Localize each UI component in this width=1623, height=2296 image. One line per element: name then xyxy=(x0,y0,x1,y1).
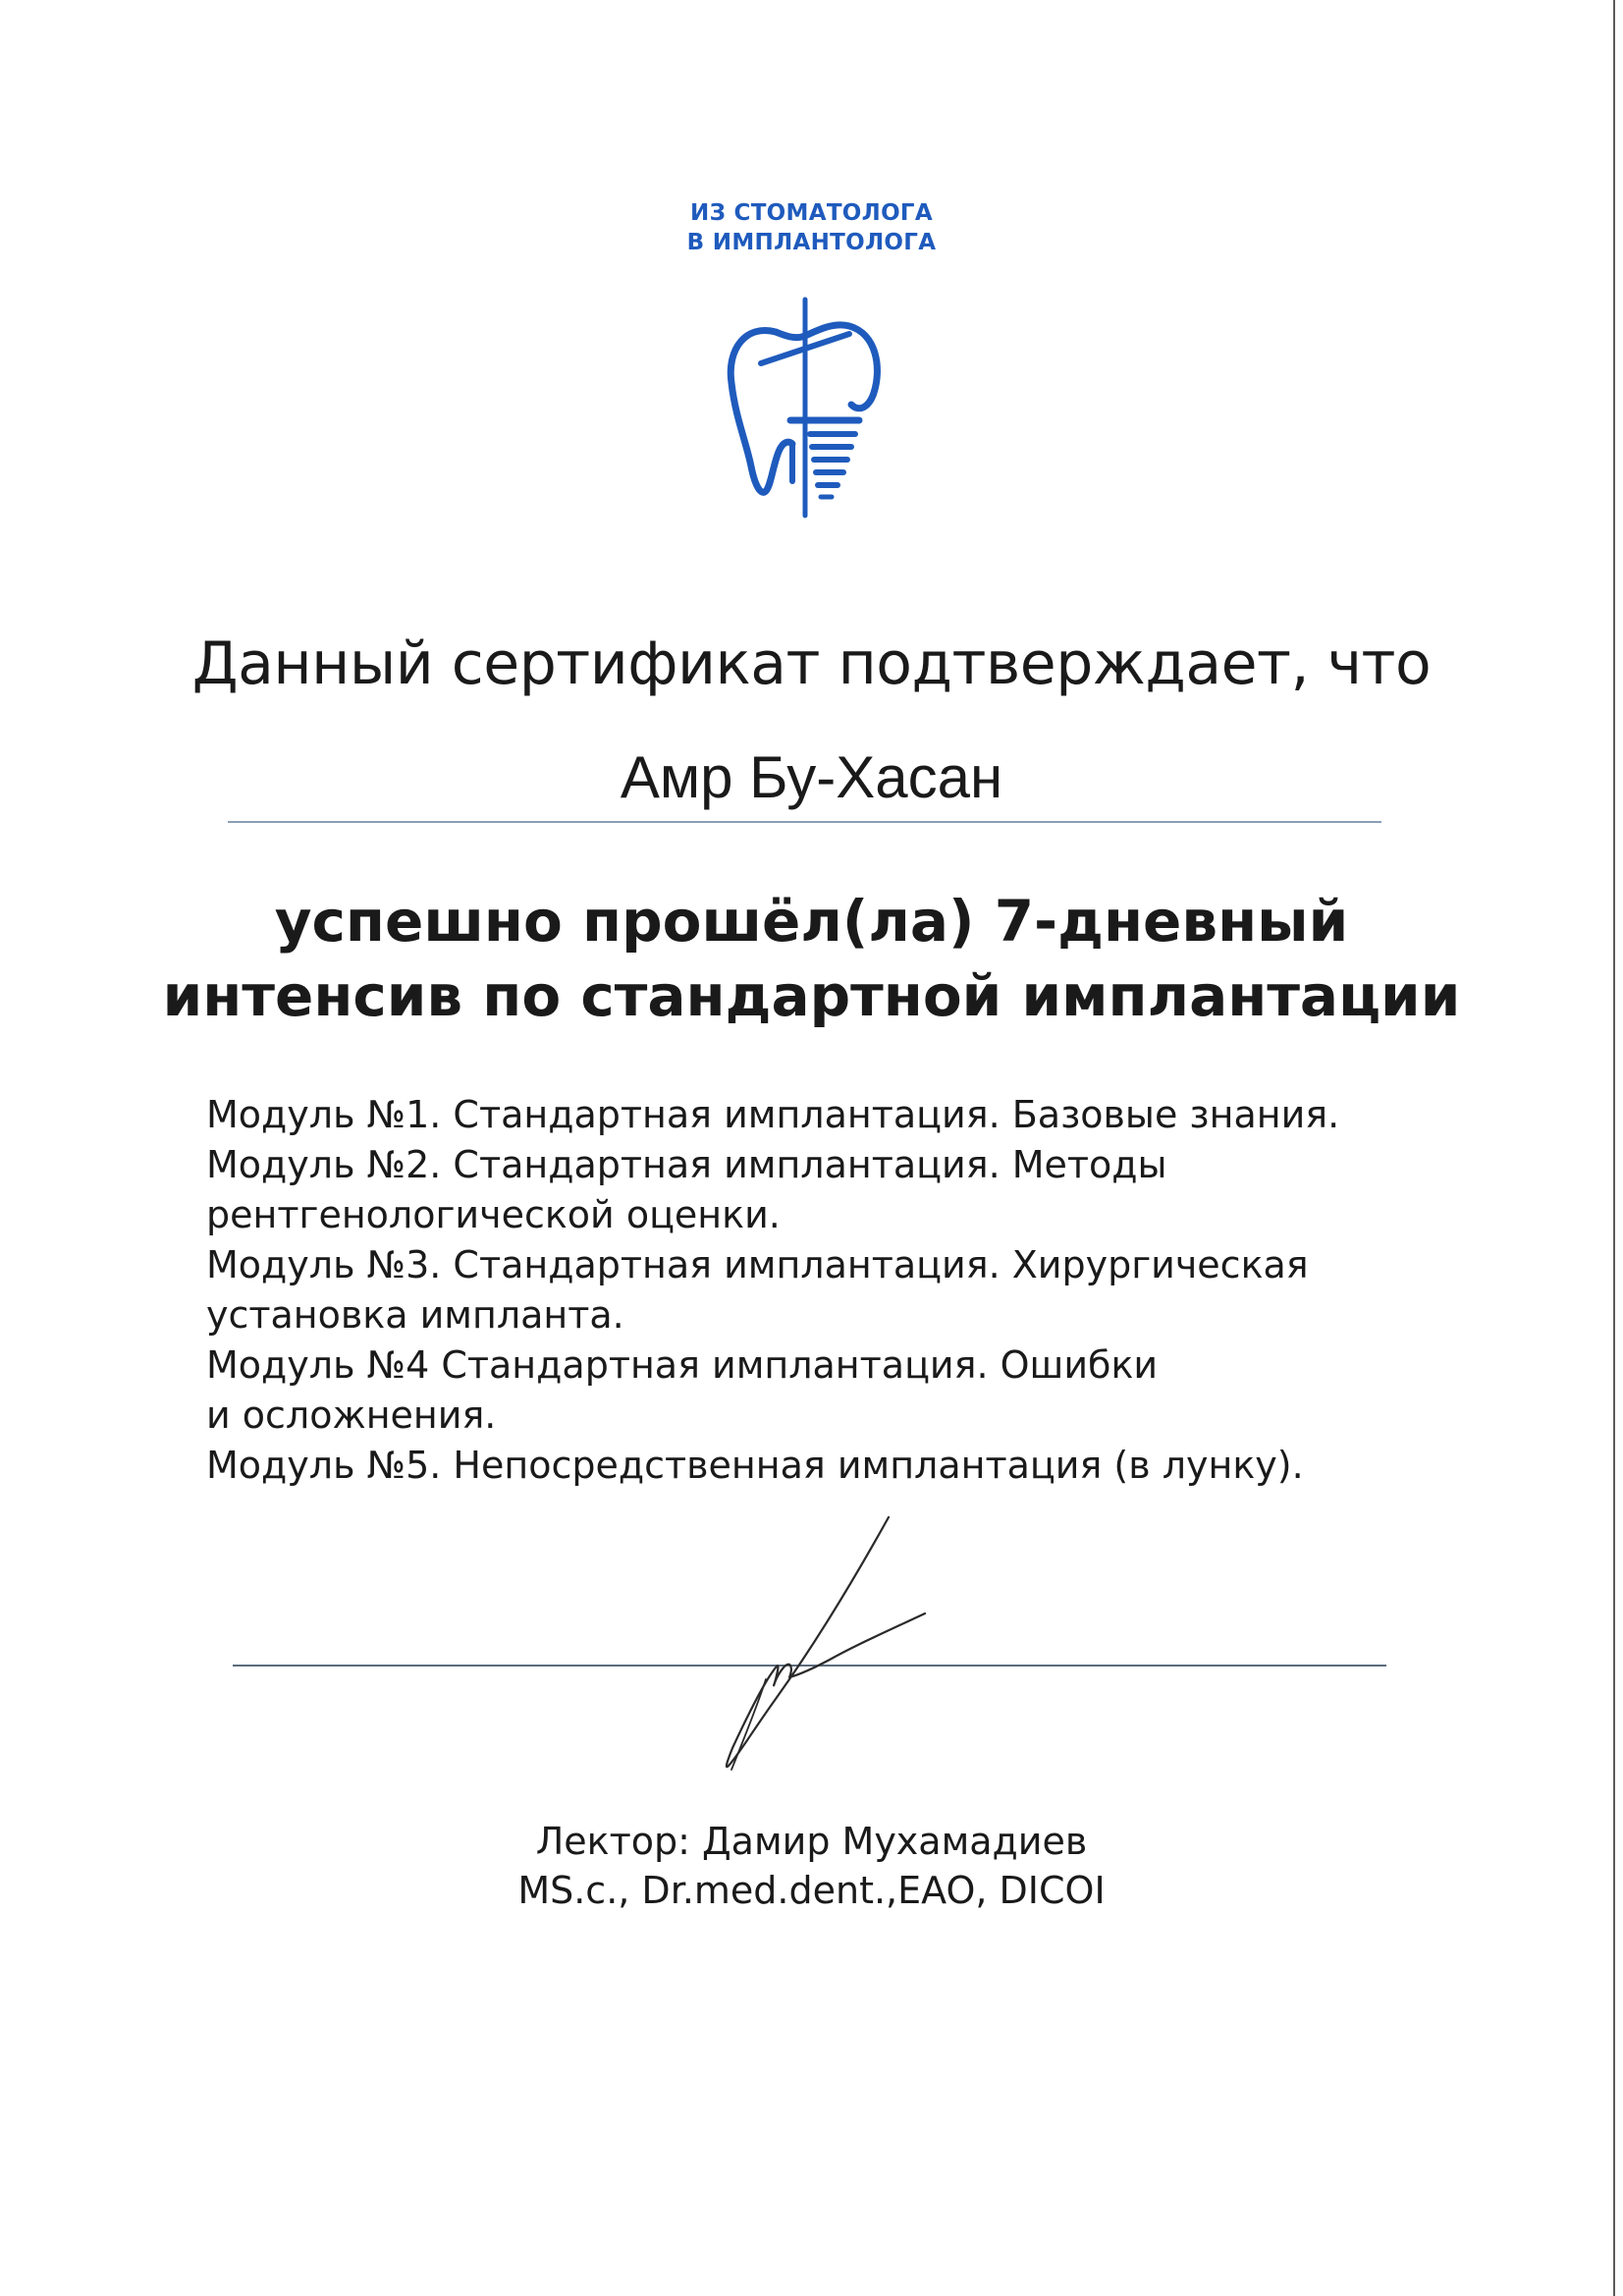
logo-text xyxy=(0,198,1623,257)
lecturer-info xyxy=(0,1817,1623,1915)
module-line: Модуль №5. Непосредственная имплантация (в лунку). xyxy=(206,1444,1304,1487)
tooth-implant-icon xyxy=(722,295,889,520)
course-title-line-1: успешно прошёл(ла) 7-дневный xyxy=(274,888,1349,955)
certificate-heading: Данный сертификат подтверждает, что xyxy=(191,629,1432,698)
name-underline xyxy=(228,821,1381,823)
course-title xyxy=(0,884,1623,1033)
module-line: Модуль №1. Стандартная имплантация. Базовые знания. xyxy=(206,1093,1340,1136)
module-line: Модуль №4 Стандартная имплантация. Ошибки xyxy=(206,1343,1159,1387)
course-title-line-2: интенсив по стандартной имплантации xyxy=(162,962,1461,1029)
module-line: и осложнения. xyxy=(206,1394,497,1437)
handwritten-signature xyxy=(668,1512,962,1787)
page-edge xyxy=(1613,0,1615,2296)
module-list xyxy=(206,1090,1463,1491)
lecturer-credentials: MS.c., Dr.med.dent.,EAO, DICOI xyxy=(517,1869,1106,1912)
module-line: Модуль №2. Стандартная имплантация. Методы xyxy=(206,1143,1167,1186)
module-line: Модуль №3. Стандартная имплантация. Хирургическая xyxy=(206,1243,1309,1286)
recipient-name: Амр Бу-Хасан xyxy=(620,744,1003,810)
lecturer-name: Лектор: Дамир Мухамадиев xyxy=(535,1820,1088,1863)
module-line: рентгенологической оценки. xyxy=(206,1193,781,1236)
logo-line-1: ИЗ СТОМАТОЛОГА xyxy=(690,200,933,226)
module-line: установка импланта. xyxy=(206,1293,624,1337)
logo-line-2: В ИМПЛАНТОЛОГА xyxy=(686,230,937,255)
